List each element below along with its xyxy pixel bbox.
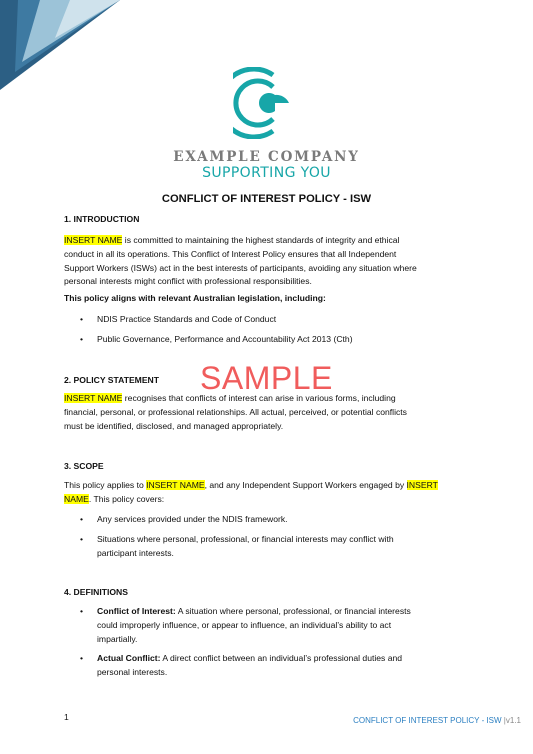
company-tagline: SUPPORTING YOU — [202, 165, 331, 181]
insert-name-placeholder: INSERT — [406, 480, 438, 490]
introduction-paragraph — [64, 234, 474, 289]
insert-name-placeholder: INSERT NAME — [64, 393, 123, 403]
text-line: impartially. — [97, 633, 138, 644]
bullet-icon: • — [80, 653, 84, 663]
insert-name-placeholder: INSERT NAME — [146, 480, 205, 490]
insert-name-placeholder: INSERT NAME — [64, 235, 123, 245]
text-line: is committed to maintaining the highest standards of integrity and ethical — [122, 235, 400, 245]
policy-statement-paragraph — [64, 392, 474, 433]
footer-label — [353, 716, 521, 725]
company-name: EXAMPLE COMPANY — [173, 149, 360, 165]
definition-term: Conflict of Interest: — [97, 606, 176, 616]
text-line: A direct conflict between an individual’s professional duties and — [160, 653, 403, 663]
text-fragment: . This policy covers: — [88, 493, 165, 504]
bullet-icon: • — [80, 334, 84, 344]
bullet-icon: • — [80, 534, 84, 544]
text-fragment: This policy applies to — [64, 480, 147, 490]
bullet-icon: • — [80, 314, 84, 324]
section-heading-definitions: 4. DEFINITIONS — [64, 587, 128, 597]
text-line: Situations where personal, professional, or financial interests may conflict with — [97, 534, 394, 544]
sample-watermark: SAMPLE — [200, 360, 333, 396]
corner-decoration — [0, 0, 120, 90]
text-line: must be identified, disclosed, and managed appropriately. — [64, 420, 284, 431]
section-heading-scope: 3. SCOPE — [64, 461, 104, 471]
text-line: could improperly influence, or appear to influence, an individual’s ability to act — [97, 619, 392, 630]
text-line: participant interests. — [97, 547, 174, 558]
bullet-icon: • — [80, 514, 84, 524]
text-line: conduct in all its operations. This Conflict of Interest Policy ensures that all Independent — [64, 248, 397, 259]
footer-separator: | — [503, 716, 506, 725]
section-heading-policy-statement: 2. POLICY STATEMENT — [64, 375, 160, 385]
list-item-text: Any services provided under the NDIS framework. — [97, 514, 288, 524]
definition-term: Actual Conflict: — [97, 653, 161, 663]
legislation-lead: This policy aligns with relevant Australian legislation, including: — [64, 293, 326, 303]
list-item-text — [97, 533, 457, 561]
text-line: Support Workers (ISWs) act in the best interests of participants, avoiding any situation where — [64, 262, 417, 273]
list-item-text: NDIS Practice Standards and Code of Conduct — [97, 314, 277, 324]
document-title: CONFLICT OF INTEREST POLICY - ISW — [161, 193, 372, 205]
concentric-c-logo-icon — [233, 67, 297, 139]
section-heading-introduction: 1. INTRODUCTION — [64, 214, 140, 224]
insert-name-placeholder: NAME — [64, 493, 89, 504]
scope-paragraph — [64, 479, 474, 507]
text-line: recognises that conflicts of interest can arise in various forms, including — [122, 393, 396, 403]
footer-version: v1.1 — [505, 716, 521, 725]
text-line: personal interests might conflict with professional responsibilities. — [64, 276, 312, 287]
text-line: personal interests. — [97, 666, 168, 677]
list-item-text — [97, 652, 457, 680]
footer-doc-title: CONFLICT OF INTEREST POLICY - ISW — [353, 716, 502, 725]
list-item-text: Public Governance, Performance and Accountability Act 2013 (Cth) — [97, 334, 353, 344]
list-item-text — [97, 605, 457, 646]
bullet-icon: • — [80, 606, 84, 616]
text-line: financial, personal, or professional relationships. All actual, perceived, or potential conflicts — [64, 406, 407, 417]
text-line: A situation where personal, professional, or financial interests — [175, 606, 411, 616]
text-fragment: , and any Independent Support Workers engaged by — [204, 480, 407, 490]
page-number: 1 — [64, 712, 69, 722]
